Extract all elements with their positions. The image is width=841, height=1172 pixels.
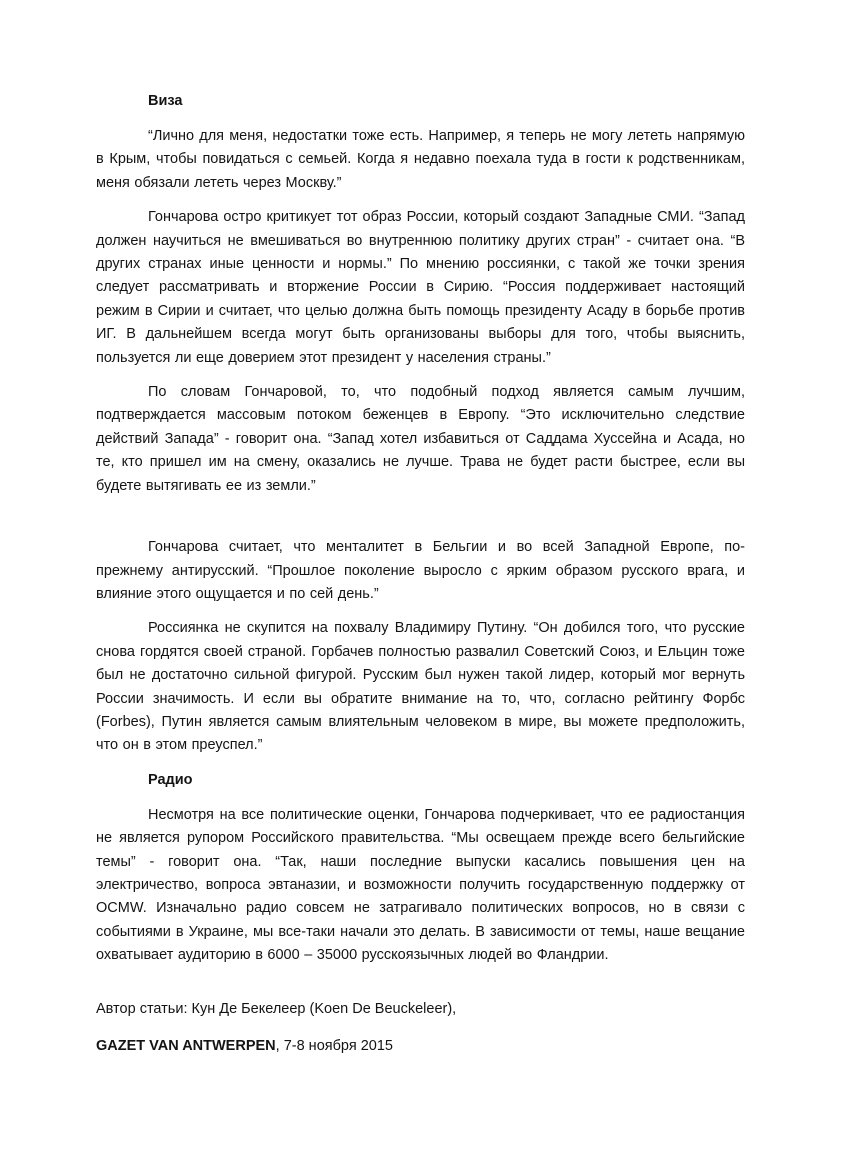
section-heading-radio: Радио [148,771,193,788]
source-line [96,1035,745,1058]
paragraph-western-media: Гончарова остро критикует тот образ России, который создают Западные СМИ. “Запад должен научиться не вмешиваться во внутреннюю политику других стран” - считает она. “В других странах иные ценности и нормы.” По мнению россиянки, с такой же точки зрения следует рассматривать и вторжение России в Сирию. “Россия поддерживает настоящий режим в Сирии и считает, что целью должна быть помощь президенту Асаду в борьбе против ИГ. В дальнейшем всегда могут быть организованы выборы для того, чтобы выяснить, пользуется ли еще доверием этот президент у населения страны.” [96,209,745,366]
paragraph-mentality: Гончарова считает, что менталитет в Бельгии и во всей Западной Европе, по-прежнему антирусский. “Прошлое поколение выросло с ярким образом русского врага, и влияние этого ощущается и по сей день.” [96,539,745,602]
paragraph-refugees: По словам Гончаровой, то, что подобный подход является самым лучшим, подтверждается массовым потоком беженцев в Европу. “Это исключительно следствие действий Запада” - говорит она. “Запад хотел избавиться от Саддама Хуссейна и Асада, но те, кто пришел им на смену, оказались не лучше. Трава не будет расти быстрее, если вы будете вытягивать ее из земли.” [96,384,745,494]
author-line: Автор статьи: Кун Де Бекелеер (Koen De Beuckeleer), [96,1000,457,1017]
paragraph-putin: Россиянка не скупится на похвалу Владимиру Путину. “Он добился того, что русские снова гордятся своей страной. Горбачев полностью развалил Советский Союз, и Ельцин тоже был не достаточно сильной фигурой. Русским был нужен такой лидер, который мог вернуть России значимость. И если вы обратите внимание на то, что, согласно рейтингу Форбс (Forbes), Путин является самым влиятельным человеком в мире, вы можете предположить, что он в этом преуспел.” [96,620,745,754]
paragraph-visa-quote: “Лично для меня, недостатки тоже есть. Например, я теперь не могу лететь напрямую в Крым, чтобы повидаться с семьей. Когда я недавно поехала туда в гости к родственникам, меня обязали лететь через Москву.” [96,128,745,191]
section-heading-visa: Виза [148,93,183,109]
source-date: , 7-8 ноября 2015 [275,1037,393,1054]
source-publication: GAZET VAN ANTWERPEN [96,1037,276,1054]
paragraph-radio: Несмотря на все политические оценки, Гончарова подчеркивает, что ее радиостанция не является рупором Российского правительства. “Мы освещаем прежде всего бельгийские темы” - говорит она. “Так, наши последние выпуски касались повышения цен на электричество, вопроса эвтаназии, и возможности получить государственную поддержку от OCMW. Изначально радио совсем не затрагивало политических вопросов, но в связи с событиями в Украине, мы все-таки начали это делать. В зависимости от темы, наше вещание охватывает аудиторию в 6000 – 35000 русскоязычных людей во Фландрии. [96,806,745,964]
